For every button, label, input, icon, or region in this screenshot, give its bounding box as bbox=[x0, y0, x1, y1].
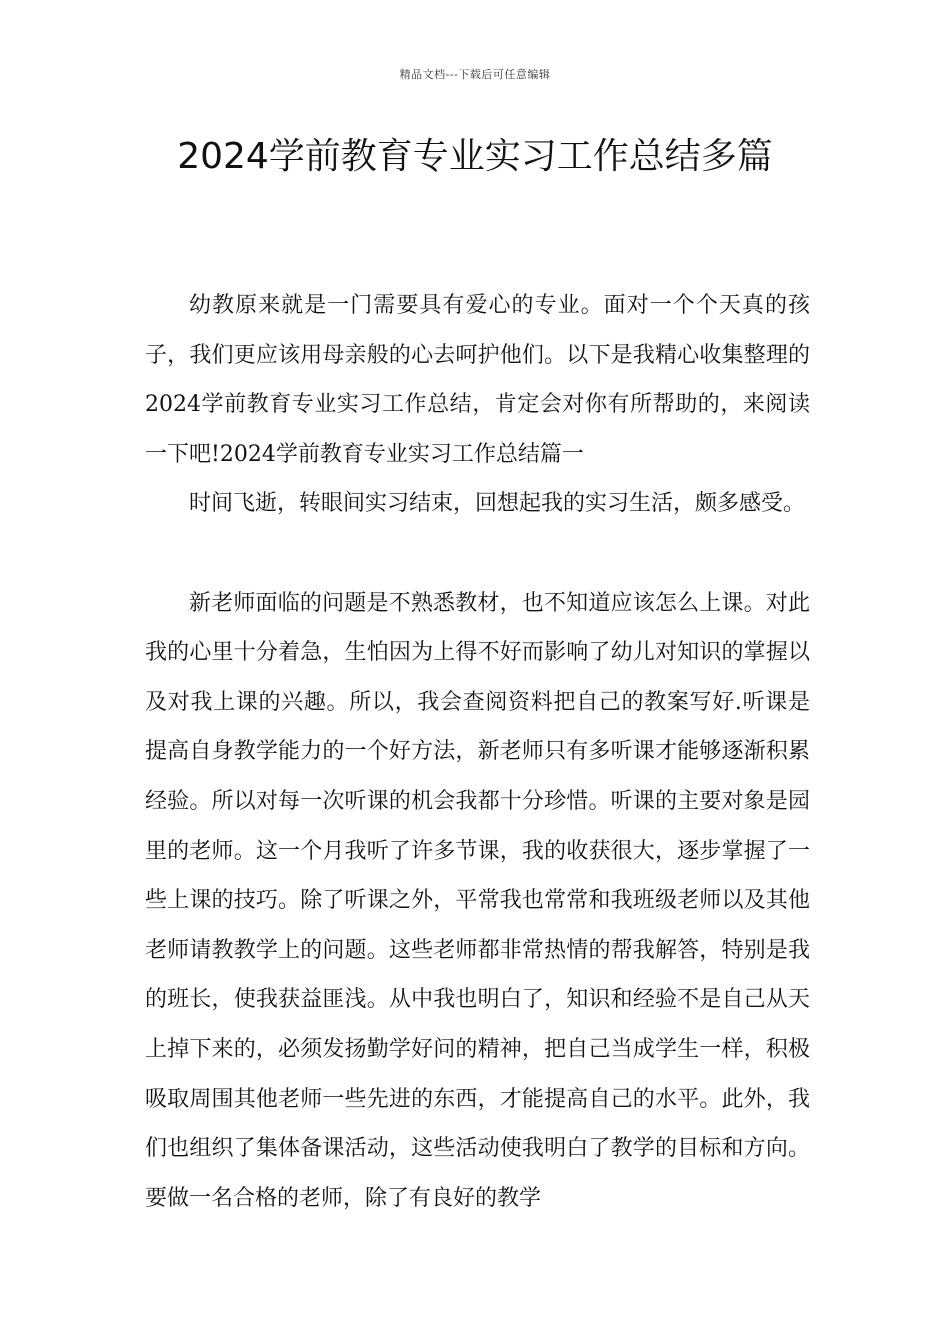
document-title: 2024学前教育专业实习工作总结多篇 bbox=[177, 136, 773, 177]
paragraph-intro: 幼教原来就是一门需要具有爱心的专业。面对一个个天真的孩子，我们更应该用母亲般的心去呵护他们。以下是我精心收集整理的2024学前教育专业实习工作总结，肯定会对你有所帮助的，来阅读一下吧!2024学前教育专业实习工作总结篇一 bbox=[145, 293, 810, 467]
paragraph-summary: 时间飞逝，转眼间实习结束，回想起我的实习生活，颇多感受。 bbox=[189, 491, 806, 517]
paragraph-new-teacher: 新老师面临的问题是不熟悉教材，也不知道应该怎么上课。对此我的心里十分着急，生怕因为上得不好而影响了幼儿对知识的掌握以及对我上课的兴趣。所以，我会查阅资料把自己的教案写好.听课是提高自身教学能力的一个好方法，新老师只有多听课才能够逐渐积累经验。所以对每一次听课的机会我都十分珍惜。听课的主要对象是园里的老师。这一个月我听了许多节课，我的收获很大，逐步掌握了一些上课的技巧。除了听课之外，平常我也常常和我班级老师以及其他老师请教教学上的问题。这些老师都非常热情的帮我解答，特别是我的班长，使我获益匪浅。从中我也明白了，知识和经验不是自己从天上掉下来的，必须发扬勤学好问的精神，把自己当成学生一样，积极吸取周围其他老师一些先进的东西，才能提高自己的水平。此外，我们也组织了集体备课活动，这些活动使我明白了教学的目标和方向。要做一名合格的老师，除了有良好的教学 bbox=[145, 590, 810, 1211]
header-note: 精品文档---下载后可任意编辑 bbox=[399, 68, 551, 81]
document-body bbox=[145, 281, 810, 1223]
